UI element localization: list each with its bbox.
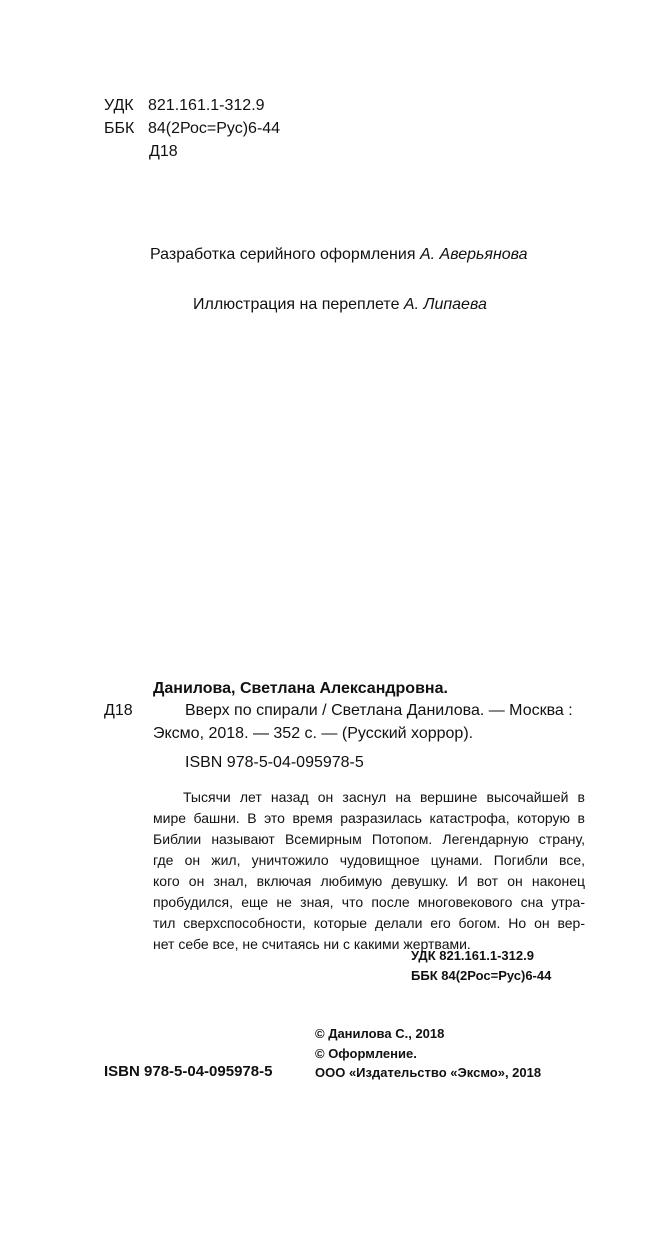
record-line-1: Вверх по спирали / Светлана Данилова. — Москва : <box>185 702 573 719</box>
record-heading: Данилова, Светлана Александровна. <box>153 680 448 697</box>
annotation-line: тил сверхспособности, которые делали его богом. Но он вер- <box>153 915 585 931</box>
design-credit-name: А. Аверьянова <box>419 246 528 263</box>
bbk-value: 84(2Рос=Рус)6-44 <box>148 120 281 137</box>
annotation-line: пробудился, еще не зная, что после многовекового сна утра- <box>153 894 585 910</box>
copyright-author: © Данилова С., 2018 <box>315 1026 445 1041</box>
record-bbk: ББК 84(2Рос=Рус)6-44 <box>411 968 552 983</box>
author-mark-top: Д18 <box>149 143 178 160</box>
annotation-line: Библии называют Всемирным Потопом. Легендарную страну, <box>153 831 585 847</box>
bbk-label: ББК <box>104 120 135 137</box>
annotation-line: где он жил, уничтожило чудовищное цунами. Погибли все, <box>153 852 585 868</box>
copyright-design: © Оформление. <box>315 1046 417 1061</box>
annotation-paragraph <box>153 787 585 955</box>
annotation-line: Тысячи лет назад он заснул на вершине высочайшей в <box>183 789 585 805</box>
record-udk: УДК 821.161.1-312.9 <box>411 948 534 963</box>
illustration-credit <box>193 294 487 316</box>
udk-label: УДК <box>104 97 134 114</box>
design-credit <box>150 244 528 266</box>
udk-line <box>104 95 265 117</box>
footer-isbn: ISBN 978-5-04-095978-5 <box>104 1063 273 1080</box>
bbk-line <box>104 118 280 140</box>
illustration-credit-name: А. Липаева <box>403 296 487 313</box>
author-mark-record: Д18 <box>104 702 133 719</box>
annotation <box>153 787 585 955</box>
record-line-2: Эксмо, 2018. — 352 с. — (Русский хоррор). <box>153 725 474 742</box>
annotation-line: мире башни. В это время разразилась катастрофа, которую в <box>153 810 585 826</box>
copyright-publisher: ООО «Издательство «Эксмо», 2018 <box>315 1065 542 1080</box>
annotation-line: нет себе все, не считаясь ни с какими жертвами. <box>153 936 471 952</box>
annotation-line: кого он знал, включая любимую девушку. И вот он наконец <box>153 873 585 889</box>
record-isbn: ISBN 978-5-04-095978-5 <box>185 754 364 771</box>
design-credit-text: Разработка серийного оформления <box>150 246 416 263</box>
illustration-credit-text: Иллюстрация на переплете <box>193 296 400 313</box>
udk-value: 821.161.1-312.9 <box>148 97 265 114</box>
